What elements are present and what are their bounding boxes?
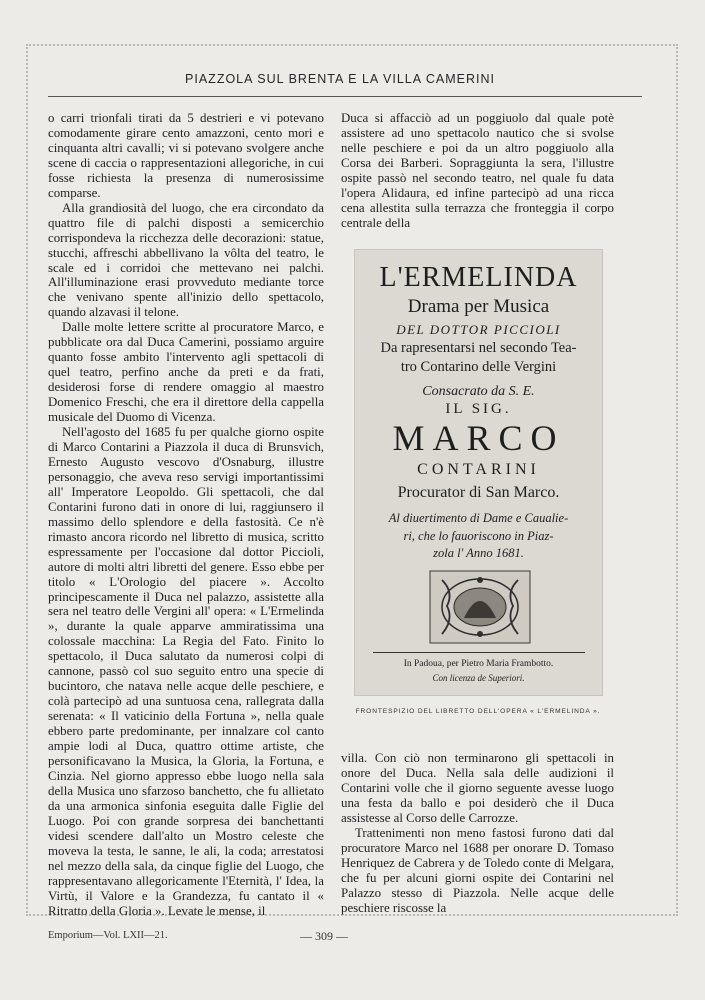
- journal-reference: Emporium—Vol. LXII—21.: [48, 930, 168, 941]
- plate-license: Con licenza de Superiori.: [432, 673, 525, 683]
- plate-line: Da rapresentarsi nel secondo Tea-: [380, 340, 577, 356]
- figure-caption: FRONTESPIZIO DEL LIBRETTO DELL'OPERA « L'ERMELINDA ».: [355, 708, 601, 715]
- plate-surname: CONTARINI: [417, 461, 540, 478]
- plate-name: MARCO: [392, 418, 565, 458]
- paragraph: Trattenimenti non meno fastosi furono dati dal procuratore Marco nel 1688 per onorare D. Tomaso Henriquez de Cabrera y de Toledo conte di Melgara, che fu per alcuni giorni ospite dei Contarini nel Palazzo stesso di Piazzola. Nelle acque delle peschiere riscosse la: [341, 825, 614, 915]
- plate-dedication: Consacrato da S. E.: [422, 384, 535, 399]
- paragraph: o carri trionfali tirati da 5 destrieri e vi potevano comodamente girare cento amazzoni, cento mori e cinquanta altri cavalli; vi si potevano svolgere anche scene di caccia o rappresentazioni allegoriche, in cui fosse richiesta la presenza di numerosissime comparse.: [48, 111, 324, 200]
- plate-line: Al diuertimento di Dame e Caualie-: [388, 511, 569, 525]
- printer-emblem-icon: [429, 570, 531, 644]
- paragraph: Alla grandiosità del luogo, che era circondato da quattro file di palchi disposti a semicerchio corrispondeva la ricchezza delle decorazioni: statue, stucchi, affreschi abbellivano la vôlta del teatro, le scale ed i corridoi che mettevano nei palchi. All'illuminazione erasi provveduto mediante torce che venivano spente all'inizio dello spettacolo, quando alzavasi il telone.: [48, 200, 324, 320]
- plate-rule: [373, 652, 585, 653]
- plate-office: Procurator di San Marco.: [397, 484, 560, 501]
- plate-author: DEL DOTTOR PICCIOLI: [396, 322, 561, 337]
- paragraph: Nell'agosto del 1685 fu per qualche giorno ospite di Marco Contarini a Piazzola il duca di Brunsvich, Ernesto Augusto vescovo d'Osnaburg, illustre personaggio, che aveva reso servigi importantissimi all' Imperatore Leopoldo. Gli spettacoli, che dal Contarini furono dati in onore di lui, raggiunsero il massimo dello splendore e della fastosità. Ce n'è rimasto ancora ricordo nel libretto di musica, scritto espressamente per l'occasione dal dottor Piccioli, autore di molti altri libretti del genere. Esso ebbe per titolo « L'Orologio del piacere ». Accolto principescamente il Duca nel palazzo, assistette alla sera nel teatro delle Vergini all' opera: « L'Ermelinda », durante la quale apparve ammiratissima una colossale macchina: La Regia del Fato. Finito lo spettacolo, il Duca salutato da numerosi colpi di cannone, passò col suo seguito entro una specie di bucintoro, che natava nelle acque delle peschiere, e colà partecipò ad una suntuosa cena, rallegrata dalla serenata: « Il vaticinio della Fortuna », nella quale ebbero parte predominante, per innalzare col canto ampie lodi al Duca, quattro ottime artiste, che personificavano la Musica, la Gloria, la Fortuna, e Cinzia. Nel giorno appresso ebbe luogo nella sala della Musica uno sfarzoso banchetto, che fu allietato da una armonica sinfonia eseguita dalle Figlie del Luogo. Poi con grande sorpresa dei banchettanti videsi scendere dall'alto un Mostro celeste che moveva la testa, le sanne, le ali, la coda; arrestatosi nel mezzo della sala, da cinque figlie del Luogo, che rappresentavano allegoricamente l'Eternità, l' Idea, la Virtù, il Valore e la Grandezza, fu cantato il « Ritratto della Gloria ». Levate le mense, il: [48, 425, 324, 918]
- running-header: PIAZZOLA SUL BRENTA E LA VILLA CAMERINI: [185, 72, 495, 86]
- plate-il-sig: IL SIG.: [445, 401, 512, 417]
- plate-line: zola l' Anno 1681.: [433, 546, 524, 560]
- text-column-left: [48, 111, 324, 918]
- plate-subtitle: Drama per Musica: [407, 296, 550, 317]
- plate-line: ri, che lo fauoriscono in Piaz-: [403, 529, 554, 543]
- paragraph: Dalle molte lettere scritte al procuratore Marco, e pubblicate ora dal Duca Camerini, possiamo arguire quanto fosse ambito l'intervento agli spettacoli di quel teatro, perfino anche da preti e da frati, desiderosi forse di rendere omaggio al maestro Domenico Freschi, che era il direttore della cappella musicale del Duomo di Vicenza.: [48, 320, 324, 425]
- plate-title: L'ERMELINDA: [379, 262, 578, 293]
- header-rule: [48, 96, 642, 97]
- paragraph: villa. Con ciò non terminarono gli spettacoli in onore del Duca. Nella sala delle audizioni il Contarini volle che il giorno seguente avesse luogo una festa da ballo e poi desiderò che il Duca assistesse al Corso delle Carrozze.: [341, 751, 614, 825]
- plate-line: tro Contarino delle Vergini: [400, 359, 557, 375]
- text-column-right-bottom: [341, 751, 614, 915]
- plate-imprint: In Padoua, per Pietro Maria Frambotto.: [403, 659, 554, 669]
- text-column-right-top: [341, 111, 614, 231]
- page-number: — 309 —: [300, 929, 348, 943]
- paragraph: Duca si affacciò ad un poggiuolo dal quale potè assistere ad uno spettacolo nautico che si svolse nelle peschiere e poi da un altro poggiuolo alla Corsa dei Barberi. Sopraggiunta la sera, l'illustre ospite passò nel secondo teatro, nel quale fu data l'opera Alidaura, ed infine partecipò ad una ricca cena allestita sulla terrazza che fronteggia il corpo centrale della: [341, 111, 614, 230]
- libretto-frontispiece-image: [354, 249, 603, 696]
